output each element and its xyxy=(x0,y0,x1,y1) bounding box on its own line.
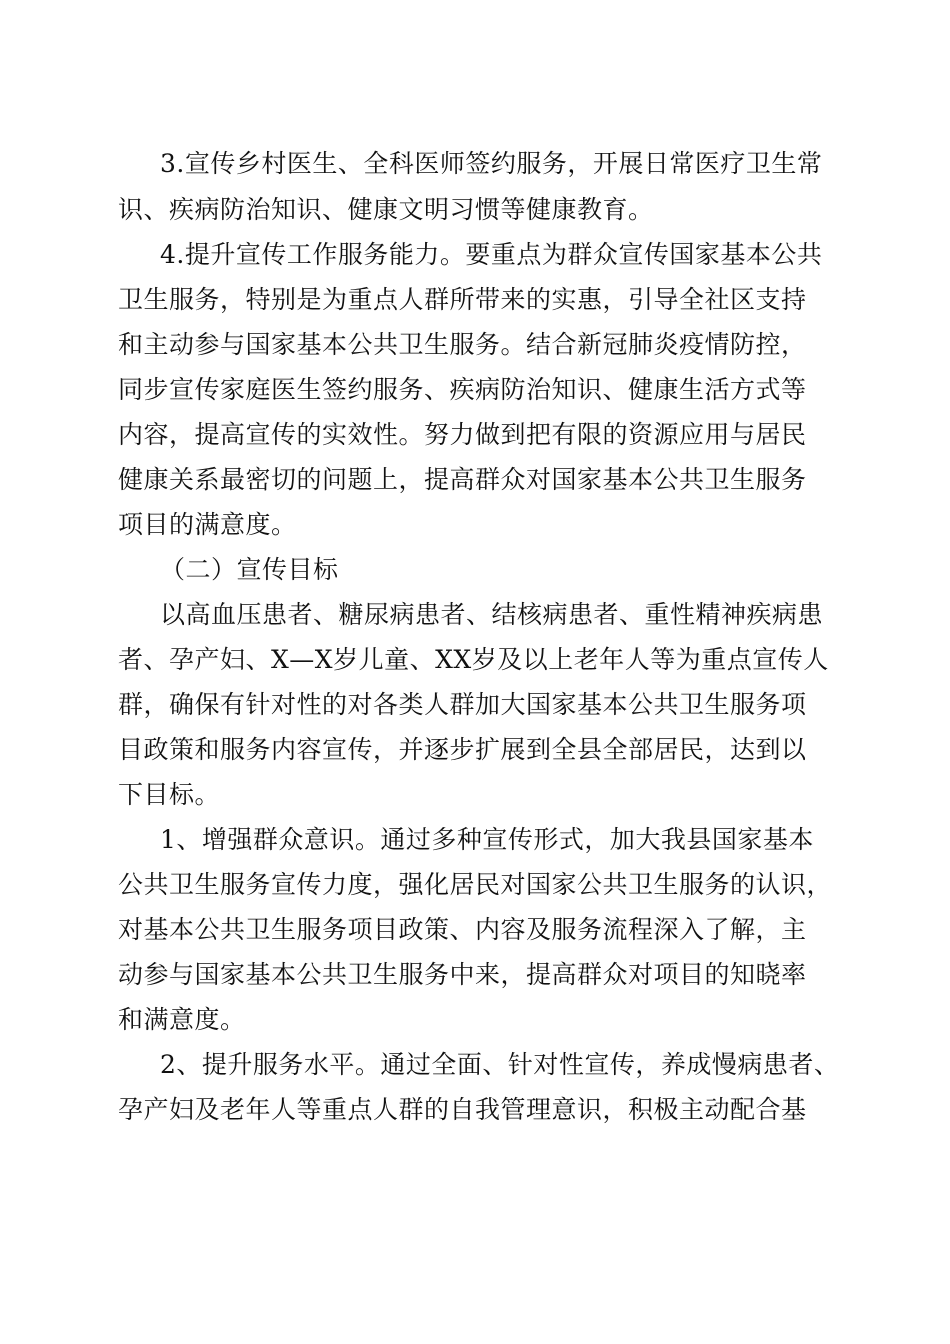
text-line: 下目标。 xyxy=(118,780,221,809)
text-line: 识、疾病防治知识、健康文明习惯等健康教育。 xyxy=(118,195,654,224)
text-line: 孕产妇及老年人等重点人群的自我管理意识，积极主动配合基 xyxy=(118,1095,807,1124)
text-line: 2、提升服务水平。通过全面、针对性宣传，养成慢病患者、 xyxy=(160,1050,840,1079)
text-line: 和满意度。 xyxy=(118,1005,246,1034)
text-line: 对基本公共卫生服务项目政策、内容及服务流程深入了解，主 xyxy=(118,915,807,944)
text-line: 目政策和服务内容宣传，并逐步扩展到全县全部居民，达到以 xyxy=(118,735,807,764)
text-line: 者、孕产妇、X—X岁儿童、XX岁及以上老年人等为重点宣传人 xyxy=(118,645,829,674)
text-line: 同步宣传家庭医生签约服务、疾病防治知识、健康生活方式等 xyxy=(118,375,807,404)
text-line: 和主动参与国家基本公共卫生服务。结合新冠肺炎疫情防控， xyxy=(118,330,807,359)
text-line: 公共卫生服务宣传力度，强化居民对国家公共卫生服务的认识， xyxy=(118,870,833,899)
text-line: 1、增强群众意识。通过多种宣传形式，加大我县国家基本 xyxy=(160,825,814,854)
text-line: 3.宣传乡村医生、全科医师签约服务，开展日常医疗卫生常 xyxy=(160,149,823,178)
text-line: 动参与国家基本公共卫生服务中来，提高群众对项目的知晓率 xyxy=(118,960,807,989)
text-line: 以高血压患者、糖尿病患者、结核病患者、重性精神疾病患 xyxy=(160,600,824,629)
text-line: 项目的满意度。 xyxy=(118,510,297,539)
text-line: 4.提升宣传工作服务能力。要重点为群众宣传国家基本公共 xyxy=(160,240,823,269)
text-line: 健康关系最密切的问题上，提高群众对国家基本公共卫生服务 xyxy=(118,465,807,494)
section-heading: （二）宣传目标 xyxy=(160,555,339,584)
text-line: 内容，提高宣传的实效性。努力做到把有限的资源应用与居民 xyxy=(118,420,807,449)
text-line: 群，确保有针对性的对各类人群加大国家基本公共卫生服务项 xyxy=(118,690,807,719)
text-line: 卫生服务，特别是为重点人群所带来的实惠，引导全社区支持 xyxy=(118,285,807,314)
